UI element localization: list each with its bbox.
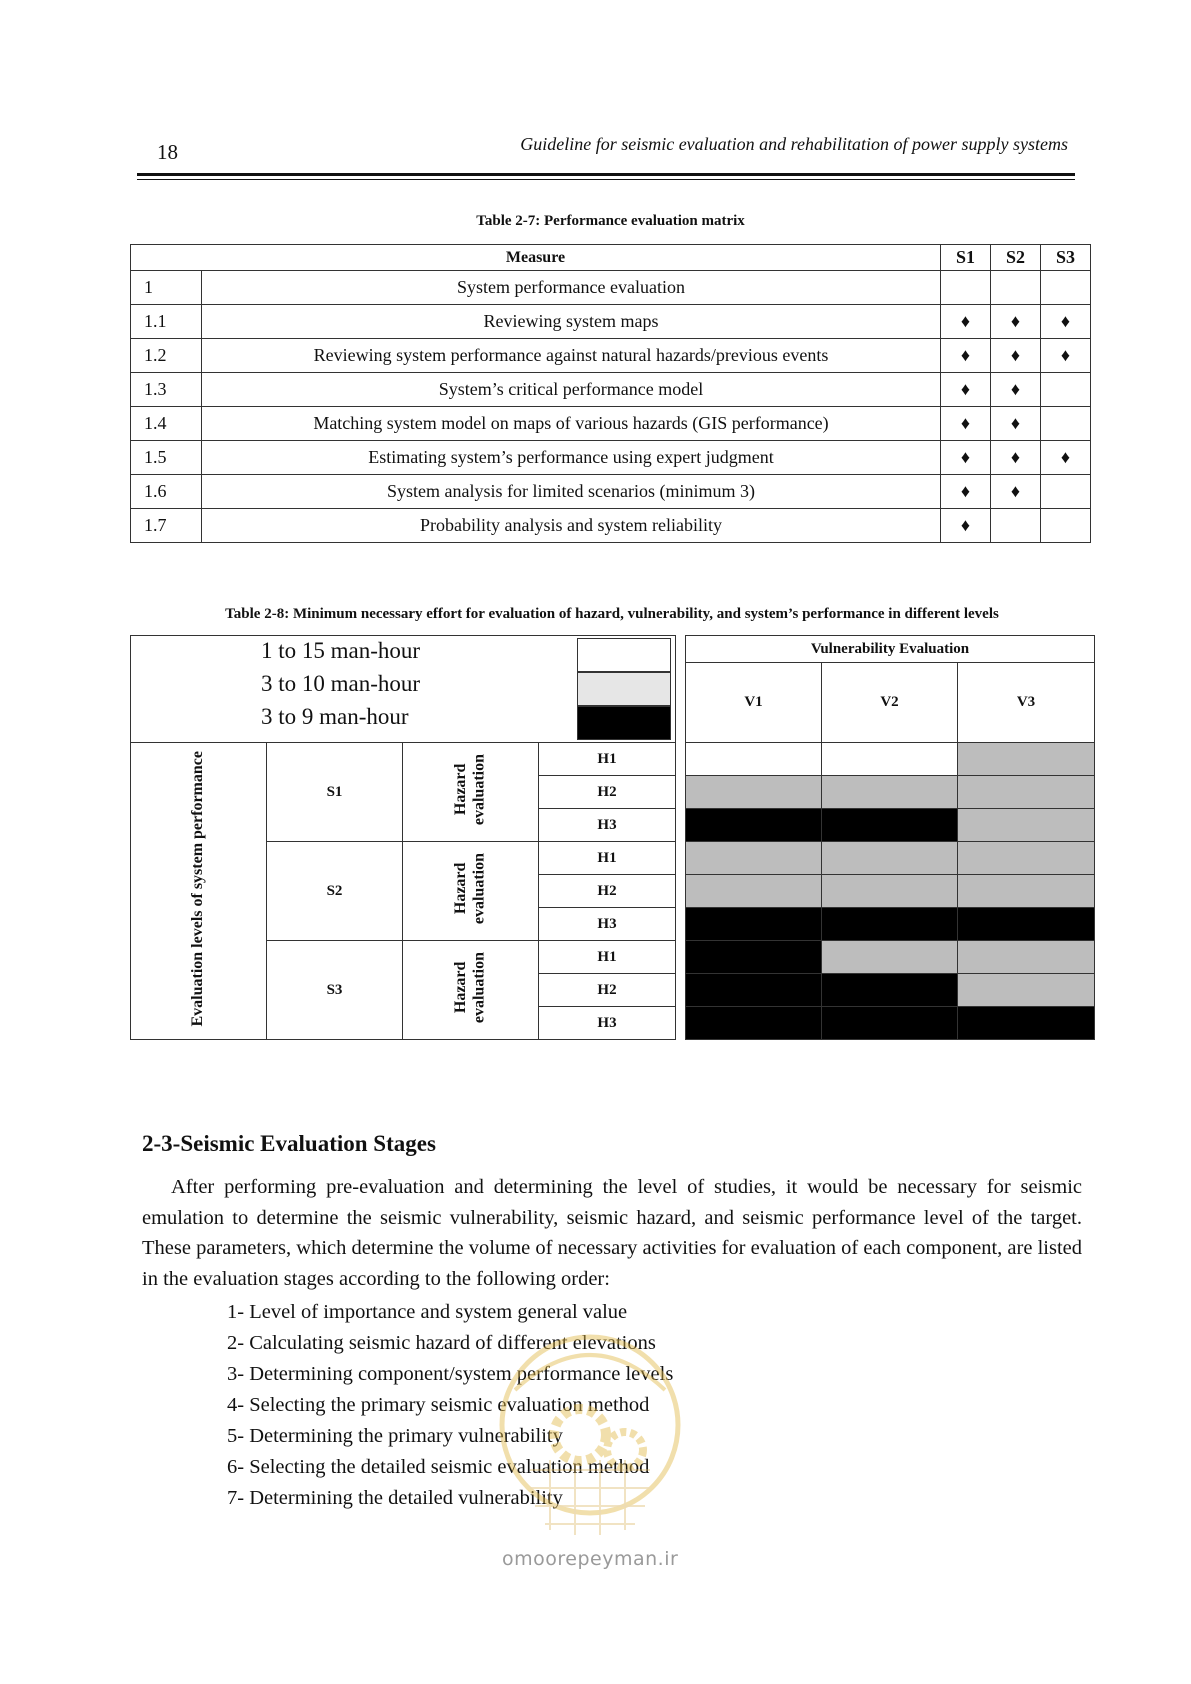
table-2-8-header-row	[131, 636, 1095, 663]
spacer-cell	[676, 941, 686, 974]
effort-cell-black	[822, 974, 958, 1007]
s3-cell	[1041, 373, 1091, 407]
effort-cell-gray	[958, 776, 1095, 809]
measure-header: Measure	[131, 245, 941, 271]
s3-cell	[1041, 509, 1091, 543]
list-item: 2- Calculating seismic hazard of different elevations	[227, 1332, 656, 1354]
running-title: Guideline for seismic evaluation and rehabilitation of power supply systems	[520, 134, 1068, 154]
s2-cell: ♦	[991, 373, 1041, 407]
hazard-level-cell: H2	[539, 776, 676, 809]
legend-label-2: 3 to 10 man-hour	[261, 671, 421, 696]
hazard-level-cell: H3	[539, 908, 676, 941]
effort-cell-gray	[958, 974, 1095, 1007]
header-rule-thin	[137, 179, 1075, 180]
hazard-level-cell: H1	[539, 941, 676, 974]
effort-cell-gray	[822, 776, 958, 809]
matrix-row	[131, 941, 1095, 974]
watermark-text: omoorepeyman.ir	[502, 1548, 679, 1570]
row-number: 1.4	[131, 407, 202, 441]
effort-cell-gray	[822, 941, 958, 974]
list-item: 5- Determining the primary vulnerability	[227, 1425, 563, 1447]
performance-level-cell: S2	[267, 842, 403, 941]
hazard-label-line1: Hazard	[452, 961, 470, 1014]
effort-cell-white	[686, 743, 822, 776]
s1-cell: ♦	[941, 509, 991, 543]
section-paragraph: After performing pre-evaluation and determining the level of studies, it would be necessary for seismic emulation to determine the seismic vulnerability, seismic hazard, and seismic performance level of the target. These parameters, which determine the volume of necessary activities for evaluation of each component, are listed in the evaluation stages according to the following order:	[142, 1176, 1082, 1290]
list-item: 1- Level of importance and system general value	[227, 1301, 628, 1323]
hazard-level-cell: H2	[539, 875, 676, 908]
performance-evaluation-matrix	[130, 244, 1091, 543]
header-rule-thick	[137, 173, 1075, 176]
row-axis-label-text: Evaluation levels of system performance	[189, 750, 207, 1027]
effort-cell-gray	[958, 809, 1095, 842]
spacer-cell	[676, 776, 686, 809]
hazard-label-line1: Hazard	[452, 763, 470, 816]
s1-cell	[941, 271, 991, 305]
effort-cell-black	[686, 908, 822, 941]
list-item: 6- Selecting the detailed seismic evaluation method	[227, 1456, 650, 1478]
s3-cell	[1041, 475, 1091, 509]
s1-cell: ♦	[941, 339, 991, 373]
s2-header: S2	[991, 245, 1041, 271]
legend-swatch-light-gray	[577, 672, 671, 706]
minimum-effort-matrix	[130, 635, 1095, 1040]
legend-swatch-black	[577, 706, 671, 740]
gear-emblem-icon	[475, 1330, 705, 1545]
s1-cell: ♦	[941, 407, 991, 441]
list-item: 3- Determining component/system performance levels	[227, 1363, 674, 1385]
table-row	[131, 271, 1091, 305]
hazard-evaluation-label	[403, 941, 539, 1040]
effort-cell-gray	[958, 842, 1095, 875]
row-number: 1.5	[131, 441, 202, 475]
hazard-evaluation-text	[452, 952, 489, 1023]
measure-cell: Reviewing system performance against natural hazards/previous events	[202, 339, 941, 373]
hazard-level-cell: H2	[539, 974, 676, 1007]
legend-label-3: 3 to 9 man-hour	[261, 704, 409, 729]
s2-cell: ♦	[991, 305, 1041, 339]
spacer-cell	[676, 743, 686, 776]
row-number: 1.3	[131, 373, 202, 407]
legend-swatch-white	[577, 638, 671, 672]
s3-cell	[1041, 407, 1091, 441]
s2-cell: ♦	[991, 339, 1041, 373]
hazard-label-line1: Hazard	[452, 862, 470, 915]
effort-cell-black	[822, 908, 958, 941]
effort-cell-gray	[822, 875, 958, 908]
hazard-level-cell: H1	[539, 842, 676, 875]
measure-cell: System’s critical performance model	[202, 373, 941, 407]
effort-cell-black	[958, 908, 1095, 941]
spacer-cell	[676, 1007, 686, 1040]
measure-cell: Reviewing system maps	[202, 305, 941, 339]
effort-cell-gray	[686, 776, 822, 809]
effort-cell-gray	[686, 842, 822, 875]
s3-cell	[1041, 271, 1091, 305]
effort-cell-gray	[958, 743, 1095, 776]
table-row	[131, 475, 1091, 509]
vulnerability-evaluation-header: Vulnerability Evaluation	[686, 636, 1095, 663]
legend-label-1: 1 to 15 man-hour	[261, 638, 421, 663]
hazard-evaluation-text	[452, 754, 489, 825]
s1-cell: ♦	[941, 475, 991, 509]
hazard-evaluation-text	[452, 853, 489, 924]
row-number: 1	[131, 271, 202, 305]
row-number: 1.6	[131, 475, 202, 509]
table-header-row	[131, 245, 1091, 271]
measure-cell: Estimating system’s performance using expert judgment	[202, 441, 941, 475]
hazard-label-line2: evaluation	[470, 951, 488, 1024]
spacer-cell	[676, 842, 686, 875]
spacer-cell	[676, 974, 686, 1007]
s2-cell	[991, 509, 1041, 543]
effort-cell-gray	[822, 842, 958, 875]
row-axis-label	[131, 743, 267, 1040]
effort-cell-white	[822, 743, 958, 776]
effort-cell-gray	[958, 875, 1095, 908]
s2-cell: ♦	[991, 407, 1041, 441]
hazard-evaluation-label	[403, 743, 539, 842]
hazard-label-line2: evaluation	[470, 753, 488, 826]
effort-cell-black	[822, 1007, 958, 1040]
hazard-level-cell: H1	[539, 743, 676, 776]
s3-cell: ♦	[1041, 441, 1091, 475]
s2-cell: ♦	[991, 441, 1041, 475]
measure-cell: System analysis for limited scenarios (minimum 3)	[202, 475, 941, 509]
list-item: 4- Selecting the primary seismic evaluation method	[227, 1394, 650, 1416]
hazard-label-line2: evaluation	[470, 852, 488, 925]
s1-cell: ♦	[941, 373, 991, 407]
matrix-row	[131, 842, 1095, 875]
table-2-7-caption: Table 2-7: Performance evaluation matrix	[476, 213, 745, 229]
spacer-cell	[676, 875, 686, 908]
s1-cell: ♦	[941, 441, 991, 475]
s3-cell: ♦	[1041, 305, 1091, 339]
page-number: 18	[157, 140, 178, 164]
v2-header: V2	[822, 663, 958, 743]
row-number: 1.1	[131, 305, 202, 339]
hazard-evaluation-label	[403, 842, 539, 941]
effort-legend	[131, 636, 676, 743]
s2-cell: ♦	[991, 475, 1041, 509]
spacer-cell	[676, 809, 686, 842]
effort-cell-gray	[686, 875, 822, 908]
performance-level-cell: S1	[267, 743, 403, 842]
hazard-level-cell: H3	[539, 809, 676, 842]
effort-cell-black	[686, 941, 822, 974]
effort-cell-gray	[958, 941, 1095, 974]
effort-cell-black	[686, 974, 822, 1007]
row-number: 1.7	[131, 509, 202, 543]
effort-cell-black	[686, 809, 822, 842]
s2-cell	[991, 271, 1041, 305]
list-item: 7- Determining the detailed vulnerability	[227, 1487, 563, 1509]
s1-cell: ♦	[941, 305, 991, 339]
row-number: 1.2	[131, 339, 202, 373]
effort-cell-black	[686, 1007, 822, 1040]
performance-level-cell: S3	[267, 941, 403, 1040]
effort-cell-black	[822, 809, 958, 842]
measure-cell: Matching system model on maps of various hazards (GIS performance)	[202, 407, 941, 441]
table-row	[131, 305, 1091, 339]
table-row	[131, 407, 1091, 441]
hazard-level-cell: H3	[539, 1007, 676, 1040]
legend-gap	[676, 636, 686, 743]
s1-header: S1	[941, 245, 991, 271]
table-row	[131, 441, 1091, 475]
s3-header: S3	[1041, 245, 1091, 271]
table-row	[131, 373, 1091, 407]
v3-header: V3	[958, 663, 1095, 743]
section-title: 2-3-Seismic Evaluation Stages	[142, 1131, 436, 1156]
measure-cell: Probability analysis and system reliability	[202, 509, 941, 543]
matrix-row	[131, 743, 1095, 776]
v1-header: V1	[686, 663, 822, 743]
table-row	[131, 509, 1091, 543]
effort-cell-black	[958, 1007, 1095, 1040]
s3-cell: ♦	[1041, 339, 1091, 373]
spacer-cell	[676, 908, 686, 941]
table-row	[131, 339, 1091, 373]
measure-cell: System performance evaluation	[202, 271, 941, 305]
table-2-8-caption: Table 2-8: Minimum necessary effort for evaluation of hazard, vulnerability, and system’s performance in different levels	[225, 606, 999, 622]
